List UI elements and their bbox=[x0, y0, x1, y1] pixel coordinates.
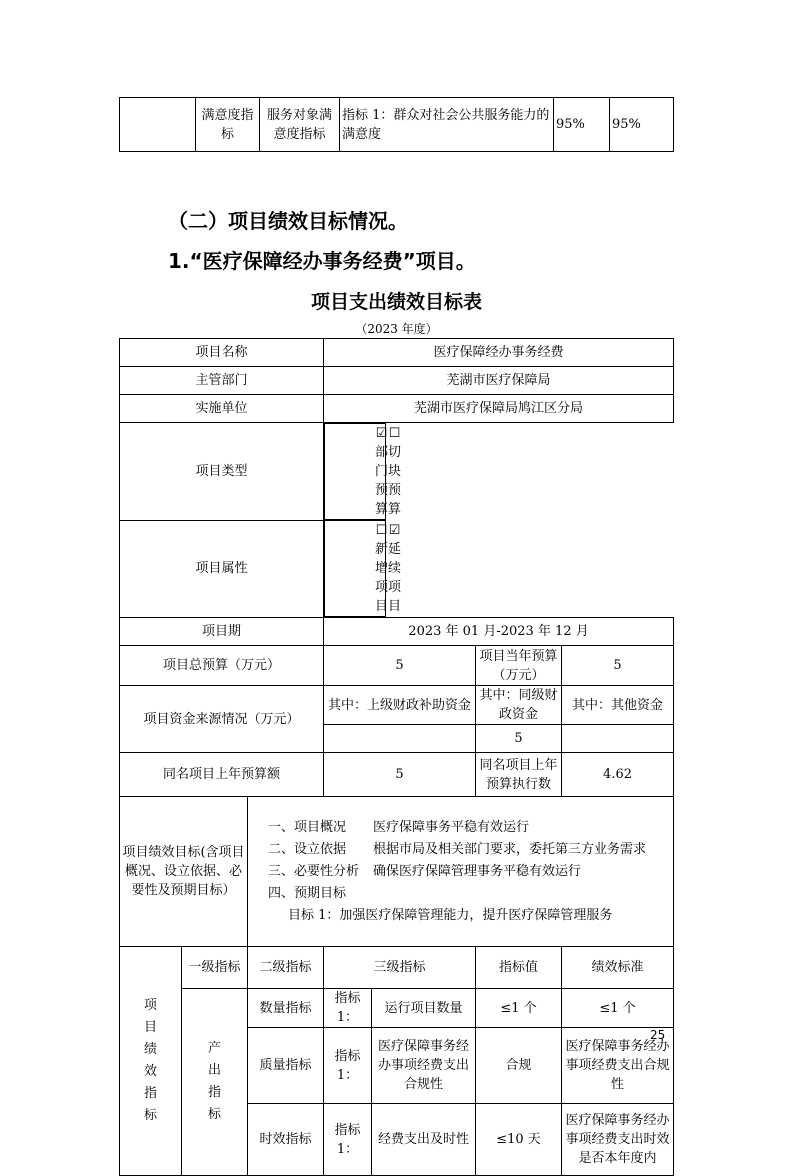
table-row bbox=[120, 423, 674, 521]
dept-label: 主管部门 bbox=[120, 367, 324, 395]
current-budget-label: 项目当年预算（万元） bbox=[476, 646, 562, 686]
table-row bbox=[120, 520, 674, 618]
value-cell: 合规 bbox=[476, 1028, 562, 1104]
table-row bbox=[120, 797, 674, 947]
continued-table bbox=[119, 97, 674, 152]
level2-cell: 时效指标 bbox=[248, 1104, 324, 1176]
item-title: 1.“医疗保障经办事务经费”项目。 bbox=[168, 249, 476, 273]
fund-source-superior: 其中：上级财政补助资金 bbox=[324, 686, 476, 725]
level3-cell: 运行项目数量 bbox=[372, 989, 476, 1028]
header-level1: 一级指标 bbox=[182, 947, 248, 989]
table-title: 项目支出绩效目标表 bbox=[310, 291, 482, 313]
level3-cell: 经费支出及时性 bbox=[372, 1104, 476, 1176]
attr-label: 项目属性 bbox=[120, 520, 324, 618]
indicator-cell: 指标 1：群众对社会公共服务能力的满意度 bbox=[340, 98, 554, 152]
table-row bbox=[120, 98, 674, 152]
standard-cell: 医疗保障事务经办事项经费支出合规性 bbox=[562, 1028, 674, 1104]
fund-other-value bbox=[562, 725, 674, 753]
prev-exec-label: 同名项目上年预算执行数 bbox=[476, 753, 562, 797]
header-standard: 绩效标准 bbox=[562, 947, 674, 989]
prev-budget-value: 5 bbox=[324, 753, 476, 797]
value-cell: ≤10 天 bbox=[476, 1104, 562, 1176]
table-row bbox=[120, 339, 674, 367]
index-cell: 指标 1： bbox=[324, 989, 372, 1028]
section-title: （二）项目绩效目标情况。 bbox=[168, 209, 408, 233]
level2-cell: 满意度指标 bbox=[196, 98, 260, 152]
unit-value: 芜湖市医疗保障局鸠江区分局 bbox=[324, 395, 674, 423]
level1-cell bbox=[120, 98, 196, 152]
fund-source-label: 项目资金来源情况（万元） bbox=[120, 686, 324, 753]
goal-label: 项目绩效目标(含项目概况、设立依据、必要性及预期目标） bbox=[120, 797, 248, 947]
period-label: 项目期 bbox=[120, 618, 324, 646]
period-value: 2023 年 01 月-2023 年 12 月 bbox=[324, 618, 674, 646]
level3-cell: 医疗保障事务经办事项经费支出合规性 bbox=[372, 1028, 476, 1104]
value-cell: ≤1 个 bbox=[476, 989, 562, 1028]
project-name-value: 医疗保障经办事务经费 bbox=[324, 339, 674, 367]
value-cell: 95% bbox=[554, 98, 610, 152]
goal-line: 四、预期目标 bbox=[268, 885, 347, 901]
unit-label: 实施单位 bbox=[120, 395, 324, 423]
type-options bbox=[324, 423, 402, 520]
performance-target-table bbox=[119, 338, 674, 1176]
table-row bbox=[120, 646, 674, 686]
project-name-label: 项目名称 bbox=[120, 339, 324, 367]
goal-line: 三、必要性分析 确保医疗保障管理事务平稳有效运行 bbox=[268, 863, 582, 879]
goal-line: 一、项目概况 医疗保障事务平稳有效运行 bbox=[268, 819, 530, 835]
standard-cell: 医疗保障事务经办事项经费支出时效是否本年度内 bbox=[562, 1104, 674, 1176]
checkbox-block-budget[interactable]: ☐切块预算 bbox=[388, 426, 402, 517]
table-row bbox=[120, 367, 674, 395]
table-row bbox=[120, 618, 674, 646]
table-year: （2023 年度） bbox=[355, 322, 438, 336]
header-level2: 二级指标 bbox=[248, 947, 324, 989]
level1-output: 产出指标 bbox=[182, 989, 248, 1176]
table-row bbox=[120, 989, 674, 1028]
header-value: 指标值 bbox=[476, 947, 562, 989]
table-row bbox=[120, 395, 674, 423]
prev-budget-label: 同名项目上年预算额 bbox=[120, 753, 324, 797]
index-cell: 指标 1： bbox=[324, 1028, 372, 1104]
table-row bbox=[120, 753, 674, 797]
current-budget-value: 5 bbox=[562, 646, 674, 686]
goal-content bbox=[248, 797, 674, 947]
perf-side-label: 项目绩效指标 bbox=[120, 947, 182, 1176]
goal-line: 二、设立依据 根据市局及相关部门要求，委托第三方业务需求 bbox=[268, 841, 647, 857]
fund-source-other: 其中：其他资金 bbox=[562, 686, 674, 725]
total-budget-value: 5 bbox=[324, 646, 476, 686]
prev-exec-value: 4.62 bbox=[562, 753, 674, 797]
attr-options bbox=[324, 520, 402, 617]
table-row bbox=[120, 686, 674, 725]
checkbox-new-project[interactable]: ☐新增项目 bbox=[375, 523, 389, 614]
fund-source-same-level: 其中：同级财政资金 bbox=[476, 686, 562, 725]
page-number: 25 bbox=[650, 1028, 666, 1042]
goal-line: 目标 1：加强医疗保障管理能力，提升医疗保障管理服务 bbox=[288, 907, 613, 923]
level2-cell: 数量指标 bbox=[248, 989, 324, 1028]
table-row bbox=[120, 947, 674, 989]
fund-superior-value bbox=[324, 725, 476, 753]
standard-cell: 95% bbox=[610, 98, 674, 152]
level2-cell: 质量指标 bbox=[248, 1028, 324, 1104]
index-cell: 指标 1： bbox=[324, 1104, 372, 1176]
type-label: 项目类型 bbox=[120, 423, 324, 521]
total-budget-label: 项目总预算（万元） bbox=[120, 646, 324, 686]
fund-same-level-value: 5 bbox=[476, 725, 562, 753]
checkbox-continued-project[interactable]: ☑延续项目 bbox=[388, 523, 402, 614]
header-level3: 三级指标 bbox=[324, 947, 476, 989]
level3-cell: 服务对象满意度指标 bbox=[260, 98, 340, 152]
checkbox-dept-budget[interactable]: ☑部门预算 bbox=[375, 426, 389, 517]
dept-value: 芜湖市医疗保障局 bbox=[324, 367, 674, 395]
standard-cell: ≤1 个 bbox=[562, 989, 674, 1028]
